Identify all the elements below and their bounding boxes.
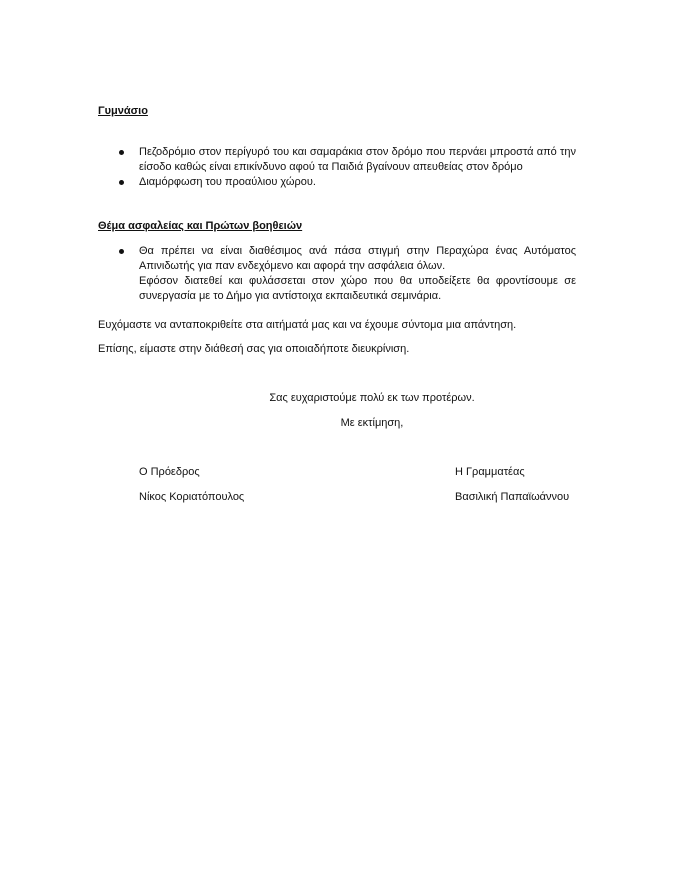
president-title: Ο Πρόεδρος — [139, 466, 200, 478]
bullet-icon — [119, 150, 124, 155]
paragraph: Επίσης, είμαστε στην διάθεσή σας για οποιαδήποτε διευκρίνιση. — [98, 343, 410, 355]
section-heading-safety: Θέμα ασφαλείας και Πρώτων βοηθειών — [98, 220, 303, 232]
section-heading-gym: Γυμνάσιο — [98, 105, 148, 117]
list-item — [98, 145, 576, 175]
closing-regards: Με εκτίμηση, — [340, 417, 404, 429]
list-item-text: Θα πρέπει να είναι διαθέσιμος ανά πάσα στιγμή στην Περαχώρα ένας Αυτόματος Απινιδωτής για παν ενδεχόμενο και αφορά την ασφάλεια όλων. — [139, 245, 576, 272]
president-name: Νίκος Κοριατόπουλος — [139, 491, 245, 503]
bullet-icon — [119, 249, 124, 254]
closing-thanks: Σας ευχαριστούμε πολύ εκ των προτέρων. — [269, 392, 475, 404]
gym-bullet-list — [98, 145, 576, 190]
bullet-icon — [119, 180, 124, 185]
list-item — [98, 175, 576, 190]
list-item-text: Εφόσον διατεθεί και φυλάσσεται στον χώρο που θα υποδείξετε θα φροντίσουμε σε συνεργασία με το Δήμο για αντίστοιχα εκπαιδευτικά σεμινάρια. — [139, 275, 576, 302]
safety-bullet-list — [98, 244, 576, 304]
secretary-title: Η Γραμματέας — [455, 466, 525, 478]
paragraph: Ευχόμαστε να ανταποκριθείτε στα αιτήματά μας και να έχουμε σύντομα μια απάντηση. — [98, 319, 517, 331]
secretary-name: Βασιλική Παπαϊωάννου — [455, 491, 570, 503]
list-item-text: Διαμόρφωση του προαύλιου χώρου. — [139, 176, 316, 188]
list-item — [98, 244, 576, 304]
list-item-text: Πεζοδρόμιο στον περίγυρό του και σαμαράκια στον δρόμο που περνάει μπροστά από την είσοδο καθώς είναι επικίνδυνο αφού τα Παιδιά βγαίνουν απευθείας στον δρόμο — [139, 146, 576, 173]
